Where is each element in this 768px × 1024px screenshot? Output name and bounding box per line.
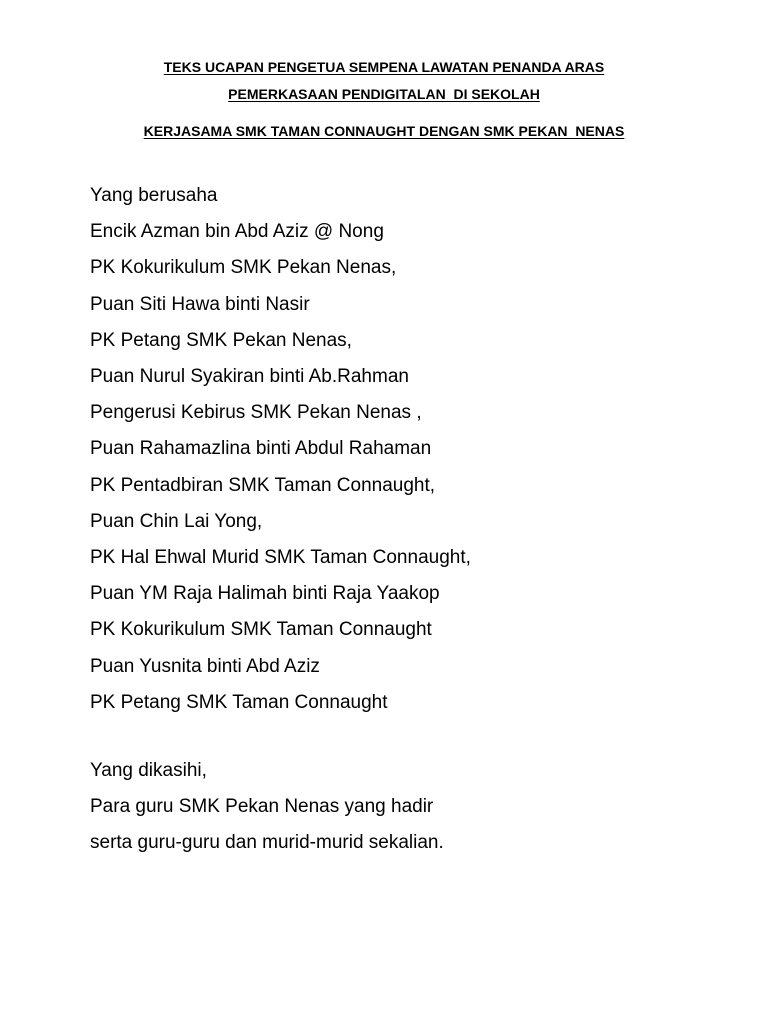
salutation-line: PK Kokurikulum SMK Pekan Nenas,	[90, 257, 397, 279]
closing-line: Para guru SMK Pekan Nenas yang hadir	[90, 796, 434, 818]
salutation-line: Puan Nurul Syakiran binti Ab.Rahman	[90, 366, 409, 388]
closing-list	[90, 753, 444, 862]
heading-subtitle: PEMERKASAAN PENDIGITALAN DI SEKOLAH	[228, 86, 540, 102]
salutation-list	[90, 178, 471, 721]
closing-line: serta guru-guru dan murid-murid sekalian.	[90, 832, 444, 854]
salutation-line: Puan Rahamazlina binti Abdul Rahaman	[90, 438, 432, 460]
closing-line: Yang dikasihi,	[90, 760, 207, 781]
heading-collaboration: KERJASAMA SMK TAMAN CONNAUGHT DENGAN SMK PEKAN NENAS	[143, 123, 625, 139]
salutation-line: Pengerusi Kebirus SMK Pekan Nenas ,	[90, 402, 422, 424]
salutation-line: Puan Chin Lai Yong,	[90, 510, 263, 532]
heading-title: TEKS UCAPAN PENGETUA SEMPENA LAWATAN PENANDA ARAS	[163, 59, 605, 75]
salutation-line: PK Hal Ehwal Murid SMK Taman Connaught,	[90, 547, 471, 569]
salutation-line: Puan YM Raja Halimah binti Raja Yaakop	[90, 583, 440, 605]
salutation-line: PK Pentadbiran SMK Taman Connaught,	[90, 474, 436, 496]
salutation-line: Yang berusaha	[90, 185, 218, 206]
salutation-line: Puan Siti Hawa binti Nasir	[90, 293, 310, 315]
salutation-line: PK Kokurikulum SMK Taman Connaught	[90, 619, 432, 641]
salutation-line: PK Petang SMK Taman Connaught	[90, 691, 388, 713]
salutation-line: Puan Yusnita binti Abd Aziz	[90, 655, 320, 677]
salutation-line: PK Petang SMK Pekan Nenas,	[90, 329, 352, 351]
salutation-line: Encik Azman bin Abd Aziz @ Nong	[90, 221, 384, 243]
